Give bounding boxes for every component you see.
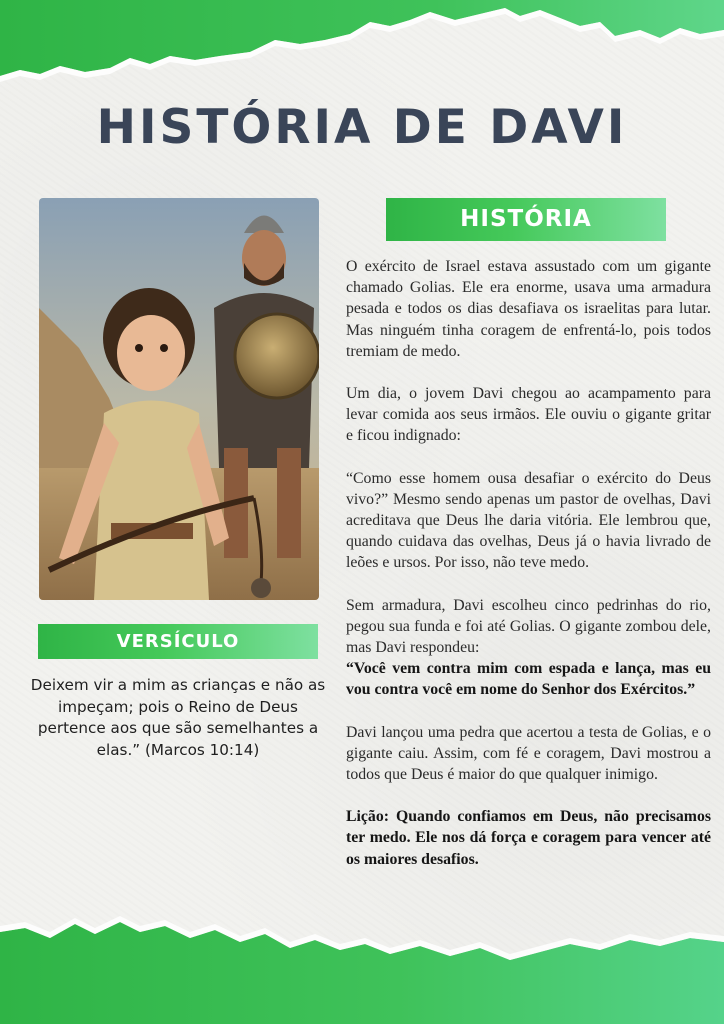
- david-quote: “Você vem contra mim com espada e lança, mas eu vou contra você em nome do Senhor dos Exércitos.”: [346, 660, 711, 699]
- story-paragraph: Sem armadura, Davi escolheu cinco pedrinhas do rio, pegou sua funda e foi até Golias. O gigante zombou dele, mas Davi respondeu:: [346, 596, 711, 657]
- lesson-text: Lição: Quando confiamos em Deus, não precisamos ter medo. Ele nos dá força e coragem para vencer até os maiores desafios.: [346, 808, 711, 868]
- story-paragraph: “Como esse homem ousa desafiar o exército do Deus vivo?” Mesmo sendo apenas um pastor de ovelhas, Davi acreditava que Deus lhe daria vitória. Ele lembrou que, quando cuidava das ovelhas, Deus já o havia livrado de leões e ursos. Por isso, não teve medo.: [346, 469, 711, 572]
- torn-paper-bottom: [0, 904, 724, 1024]
- torn-paper-top: [0, 0, 724, 110]
- story-paragraph: O exército de Israel estava assustado com um gigante chamado Golias. Ele era enorme, usava uma armadura pesada e todos os dias desafiava os israelitas para lutar. Mas ninguém tinha coragem de enfrentá-lo, pois todos tremiam de medo.: [346, 258, 711, 360]
- page-title: HISTÓRIA DE DAVI: [96, 100, 628, 155]
- story-paragraph: Um dia, o jovem Davi chegou ao acampamento para levar comida aos seus irmãos. Ele ouviu o gigante gritar e ficou indignado:: [346, 385, 711, 445]
- david-goliath-illustration: [39, 198, 319, 600]
- versiculo-heading: VERSÍCULO: [38, 624, 318, 659]
- verse-text: Deixem vir a mim as crianças e não as impeçam; pois o Reino de Deus pertence aos que são semelhantes a elas.” (Marcos 10:14): [30, 676, 326, 759]
- story-text: [346, 256, 711, 891]
- historia-heading: HISTÓRIA: [386, 198, 666, 241]
- story-paragraph: Davi lançou uma pedra que acertou a testa de Golias, e o gigante caiu. Assim, com fé e coragem, Davi mostrou a todos que Deus é maior do que qualquer inimigo.: [346, 723, 711, 784]
